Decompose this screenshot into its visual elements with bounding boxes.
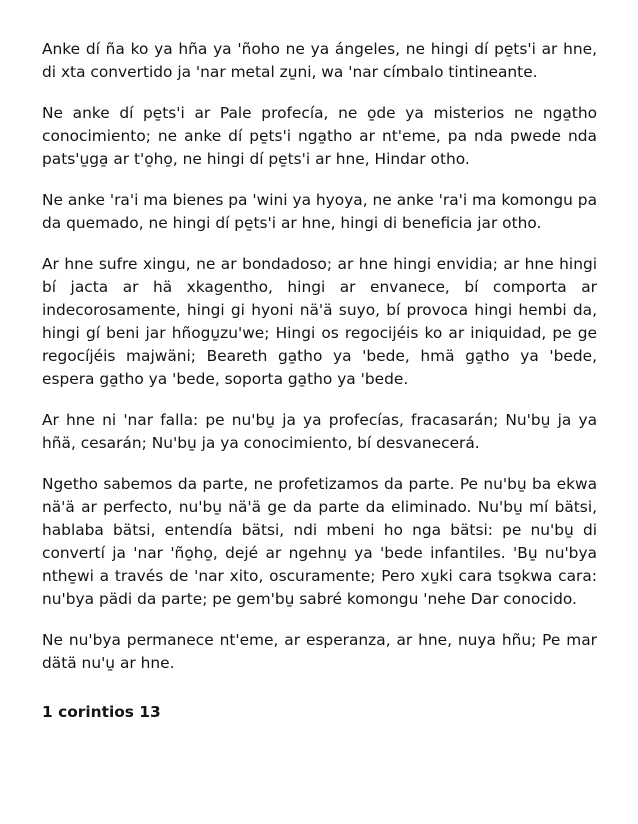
document-page <box>42 38 597 724</box>
paragraph-7: Ne nu'bya permanece nt'eme, ar esperanza, ar hne, nuya hñu; Pe mar dätä nu'u̱ ar hne. <box>42 631 597 672</box>
paragraph-1: Anke dí ña ko ya hña ya 'ñoho ne ya ángeles, ne hingi dí pe̱ts'i ar hne, di xta convertido ja 'nar metal zu̱ni, wa 'nar címbalo tintineante. <box>42 40 597 81</box>
scripture-reference: 1 corintios 13 <box>42 703 161 721</box>
paragraph-6: Ngetho sabemos da parte, ne profetizamos da parte. Pe nu'bu̱ ba ekwa nä'ä ar perfecto, nu'bu̱ nä'ä ge da parte da eliminado. Nu'bu̱ mí bätsi, hablaba bätsi, entendía bätsi, ndi mbeni ho nga bätsi: pe nu'bu̱ di convertí ja 'nar 'ño̱ho̱, dejé ar ngehnu̱ ya 'bede infantiles. 'Bu̱ nu'bya nthe̱wi a través de 'nar xito, oscuramente; Pero xu̱ki cara tso̱kwa cara: nu'bya pädi da parte; pe gem'bu̱ sabré komongu 'nehe Dar conocido. <box>42 475 597 608</box>
paragraph-2: Ne anke dí pe̱ts'i ar Pale profecía, ne o̱de ya misterios ne nga̱tho conocimiento; ne anke dí pe̱ts'i nga̱tho ar nt'eme, pa nda pwede nda pats'u̱ga̱ ar t'o̱ho̱, ne hingi dí pe̱ts'i ar hne, Hindar otho. <box>42 104 597 168</box>
paragraph-4: Ar hne sufre xingu, ne ar bondadoso; ar hne hingi envidia; ar hne hingi bí jacta ar hä xkagentho, hingi ar envanece, bí comporta ar indecorosamente, hingi gi hyoni nä'ä suyo, bí provoca hingi hembi da, hingi gí beni jar hñogu̱zu'we; Hingi os regocijéis ko ar iniquidad, pe ge regocíjéis majwäni; Beareth ga̱tho ya 'bede, hmä ga̱tho ya 'bede, espera ga̱tho ya 'bede, soporta ga̱tho ya 'bede. <box>42 255 597 388</box>
paragraph-3: Ne anke 'ra'i ma bienes pa 'wini ya hyoya, ne anke 'ra'i ma komongu pa da quemado, ne hingi dí pe̱ts'i ar hne, hingi di beneficia jar otho. <box>42 191 597 232</box>
paragraph-5: Ar hne ni 'nar falla: pe nu'bu̱ ja ya profecías, fracasarán; Nu'bu̱ ja ya hñä, cesarán; Nu'bu̱ ja ya conocimiento, bí desvanecerá. <box>42 411 597 452</box>
